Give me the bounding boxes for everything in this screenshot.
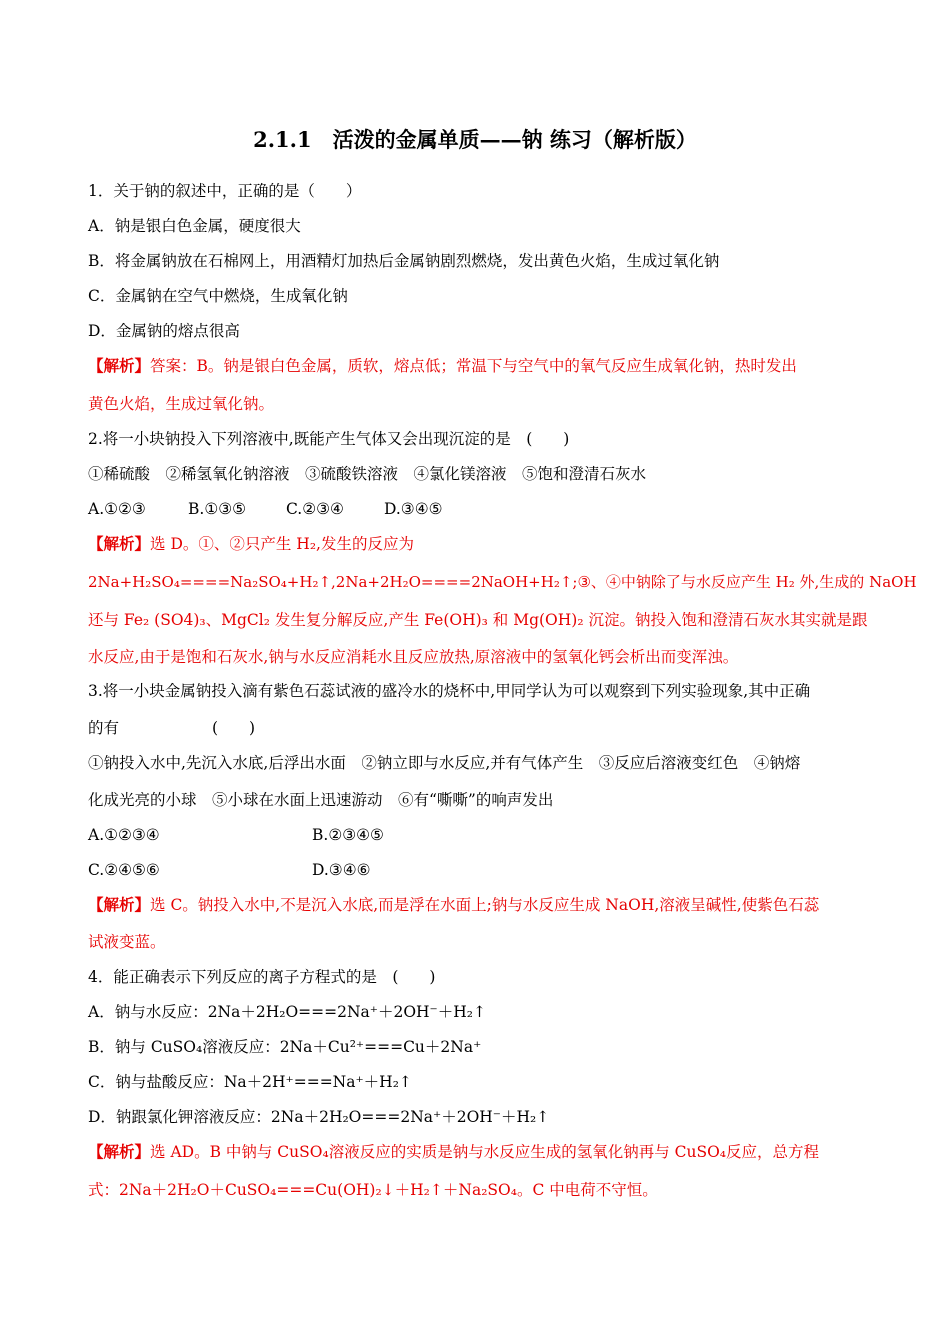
q3-option-b: B.②③④⑤	[312, 826, 384, 844]
q3-items: ①钠投入水中,先沉入水底,后浮出水面 ②钠立即与水反应,并有气体产生 ③反应后溶液变红色 ④钠熔	[88, 754, 801, 772]
q3-option-c: C.②④⑤⑥	[88, 861, 160, 879]
answer-label: 【解析】	[88, 895, 151, 914]
q1-stem: 1．关于钠的叙述中，正确的是（ ）	[88, 182, 362, 200]
q2-option-d: D.③④⑤	[384, 500, 443, 518]
answer-label: 【解析】	[88, 1142, 151, 1161]
q3-answer-text: 选 C。钠投入水中,不是沉入水底,而是浮在水面上;钠与水反应生成 NaOH,溶液呈碱性,使紫色石蕊	[150, 896, 820, 914]
q2-option-a: A.①②③	[88, 500, 146, 518]
q1-answer	[88, 356, 868, 376]
q3-answer	[88, 895, 868, 915]
q4-answer-text: 选 AD。B 中钠与 CuSO₄溶液反应的实质是钠与水反应生成的氢氧化钠再与 CuSO₄反应，总方程	[150, 1143, 820, 1161]
q4-option-d: D．钠跟氯化钾溶液反应：2Na＋2H₂O===2Na⁺＋2OH⁻＋H₂↑	[88, 1108, 550, 1126]
q4-option-b: B．钠与 CuSO₄溶液反应：2Na＋Cu²⁺===Cu＋2Na⁺	[88, 1038, 482, 1056]
q2-answer	[88, 534, 868, 554]
q3-stem: 3.将一小块金属钠投入滴有紫色石蕊试液的盛冷水的烧杯中,甲同学认为可以观察到下列实验现象,其中正确	[88, 682, 811, 700]
q4-option-a: A．钠与水反应：2Na＋2H₂O===2Na⁺＋2OH⁻＋H₂↑	[88, 1003, 486, 1021]
q1-answer-cont: 黄色火焰，生成过氧化钠。	[88, 395, 275, 413]
q1-option-b: B．将金属钠放在石棉网上，用酒精灯加热后金属钠剧烈燃烧，发出黄色火焰，生成过氧化钠	[88, 252, 720, 270]
q4-option-c: C．钠与盐酸反应：Na＋2H⁺===Na⁺＋H₂↑	[88, 1073, 412, 1091]
q2-answer-equation: 2Na+H₂SO₄====Na₂SO₄+H₂↑,2Na+2H₂O====2NaOH+H₂↑;③、④中钠除了与水反应产生 H₂ 外,生成的 NaOH	[88, 573, 917, 591]
q2-answer-line4: 水反应,由于是饱和石灰水,钠与水反应消耗水且反应放热,原溶液中的氢氧化钙会析出而变浑浊。	[88, 648, 739, 666]
q3-answer-cont: 试液变蓝。	[88, 933, 166, 951]
page-title: 2.1.1 活泼的金属单质——钠 练习（解析版）	[253, 127, 697, 152]
q2-option-c: C.②③④	[286, 500, 344, 518]
q1-answer-text: 答案：B。钠是银白色金属，质软，熔点低；常温下与空气中的氧气反应生成氧化钠，热时发出	[150, 357, 797, 375]
q3-items-cont: 化成光亮的小球 ⑤小球在水面上迅速游动 ⑥有“嘶嘶”的响声发出	[88, 791, 554, 809]
q4-answer	[88, 1142, 868, 1162]
q2-options	[88, 499, 868, 519]
q3-option-d: D.③④⑥	[312, 861, 371, 879]
q3-options-row1	[88, 825, 868, 845]
q3-options-row2	[88, 860, 868, 880]
q1-option-d: D．金属钠的熔点很高	[88, 322, 240, 340]
q4-stem: 4．能正确表示下列反应的离子方程式的是 ( )	[88, 968, 436, 986]
q2-items: ①稀硫酸 ②稀氢氧化钠溶液 ③硫酸铁溶液 ④氯化镁溶液 ⑤饱和澄清石灰水	[88, 465, 647, 483]
q1-option-a: A．钠是银白色金属，硬度很大	[88, 217, 301, 235]
answer-label: 【解析】	[88, 356, 151, 375]
q4-answer-cont: 式：2Na＋2H₂O＋CuSO₄===Cu(OH)₂↓＋H₂↑＋Na₂SO₄。C 中电荷不守恒。	[88, 1181, 658, 1199]
q1-option-c: C．金属钠在空气中燃烧，生成氧化钠	[88, 287, 348, 305]
answer-label: 【解析】	[88, 534, 151, 553]
q2-answer-text: 选 D。①、②只产生 H₂,发生的反应为	[150, 535, 414, 553]
q3-option-a: A.①②③④	[88, 826, 160, 844]
q2-stem: 2.将一小块钠投入下列溶液中,既能产生气体又会出现沉淀的是 ( )	[88, 430, 570, 448]
q3-stem-cont: 的有 ( )	[88, 719, 256, 737]
q2-answer-line3: 还与 Fe₂ (SO4)₃、MgCl₂ 发生复分解反应,产生 Fe(OH)₃ 和 Mg(OH)₂ 沉淀。钠投入饱和澄清石灰水其实就是跟	[88, 611, 868, 629]
q2-option-b: B.①③⑤	[188, 500, 247, 518]
